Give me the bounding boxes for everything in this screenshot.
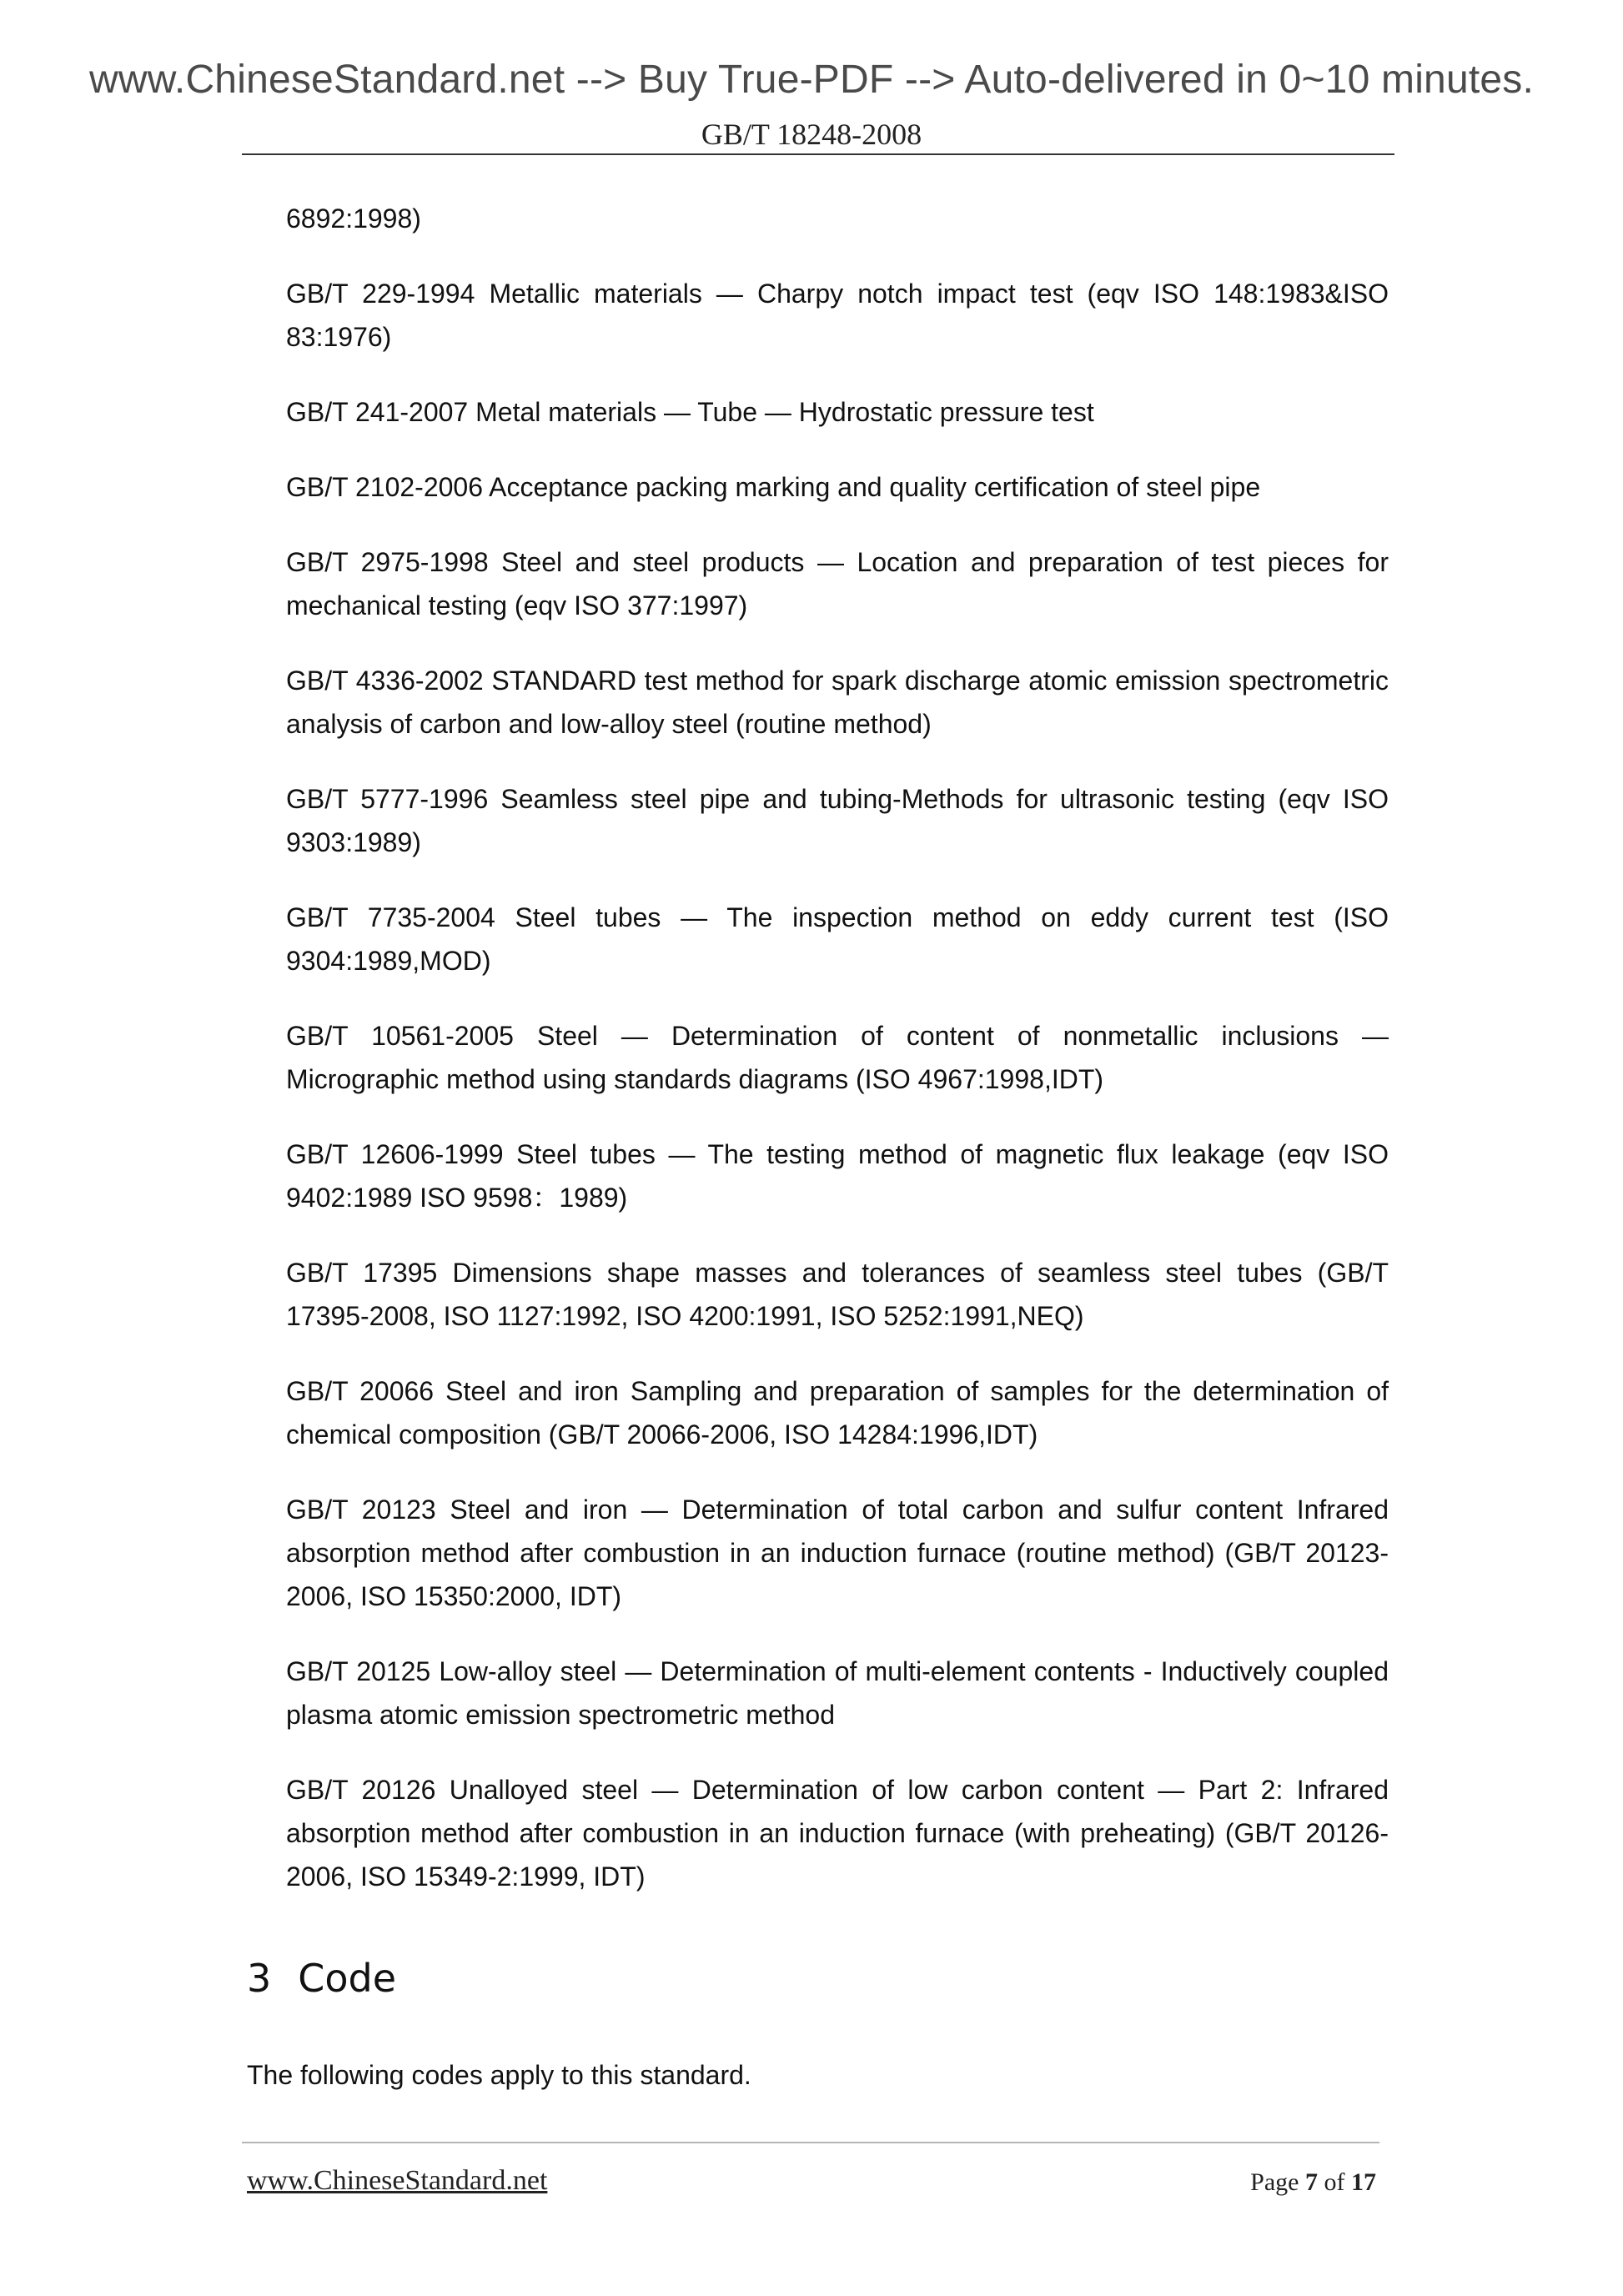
reference-item: GB/T 4336-2002 STANDARD test method for spark discharge atomic emission spectrometric analysis of carbon and low-alloy steel (routine method): [286, 666, 1389, 739]
reference-item: GB/T 2102-2006 Acceptance packing marking and quality certification of steel pipe: [286, 472, 1261, 502]
reference-item: GB/T 241-2007 Metal materials — Tube — Hydrostatic pressure test: [286, 397, 1094, 427]
reference-item: GB/T 229-1994 Metallic materials — Charpy notch impact test (eqv ISO 148:1983&ISO 83:1976): [286, 279, 1389, 352]
page-number: [1250, 2168, 1376, 2197]
reference-item: GB/T 7735-2004 Steel tubes — The inspection method on eddy current test (ISO 9304:1989,MOD): [286, 902, 1389, 976]
reference-item: GB/T 10561-2005 Steel — Determination of content of nonmetallic inclusions — Micrographic method using standards diagrams (ISO 4967:1998,IDT): [286, 1021, 1389, 1094]
site-banner[interactable]: www.ChineseStandard.net --> Buy True-PDF --> Auto-delivered in 0~10 minutes.: [88, 58, 1535, 102]
reference-item: GB/T 20126 Unalloyed steel — Determination of low carbon content — Part 2: Infrared absorption method after combustion in an induction furnace (with preheating) (GB/T 20126-2006, ISO 15349-2:1999, IDT): [286, 1775, 1389, 1892]
reference-item: GB/T 20066 Steel and iron Sampling and preparation of samples for the determination of chemical composition (GB/T 20066-2006, ISO 14284:1996,IDT): [286, 1376, 1389, 1449]
page-label: Page: [1250, 2168, 1299, 2196]
reference-item: GB/T 5777-1996 Seamless steel pipe and tubing-Methods for ultrasonic testing (eqv ISO 9303:1989): [286, 784, 1389, 857]
section-heading: [247, 1956, 396, 2001]
header-standard-number: GB/T 18248-2008: [701, 118, 922, 151]
reference-item: GB/T 20123 Steel and iron — Determination of total carbon and sulfur content Infrared absorption method after combustion in an induction furnace (routine method) (GB/T 20123-2006, ISO 15350:2000, IDT): [286, 1495, 1389, 1611]
footer-divider: [242, 2142, 1379, 2143]
section-title: Code: [298, 1956, 397, 2001]
section-body-text: The following codes apply to this standard.: [247, 2060, 751, 2090]
normative-references: [286, 197, 1389, 1930]
reference-item: GB/T 2975-1998 Steel and steel products — Location and preparation of test pieces for mechanical testing (eqv ISO 377:1997): [286, 547, 1389, 620]
page-of-label: of: [1324, 2168, 1345, 2196]
reference-item: GB/T 17395 Dimensions shape masses and tolerances of seamless steel tubes (GB/T 17395-2008, ISO 1127:1992, ISO 4200:1991, ISO 5252:1991,NEQ): [286, 1258, 1389, 1331]
section-number: 3: [247, 1956, 272, 2001]
header-divider: [242, 153, 1394, 155]
reference-item: 6892:1998): [286, 203, 421, 234]
reference-item: GB/T 12606-1999 Steel tubes — The testing method of magnetic flux leakage (eqv ISO 9402:1989 ISO 9598：1989): [286, 1139, 1389, 1213]
page-total: 17: [1351, 2168, 1376, 2196]
reference-item: GB/T 20125 Low-alloy steel — Determination of multi-element contents - Inductively coupled plasma atomic emission spectrometric method: [286, 1656, 1389, 1730]
footer-site-link[interactable]: www.ChineseStandard.net: [247, 2165, 548, 2196]
page-current: 7: [1305, 2168, 1318, 2196]
